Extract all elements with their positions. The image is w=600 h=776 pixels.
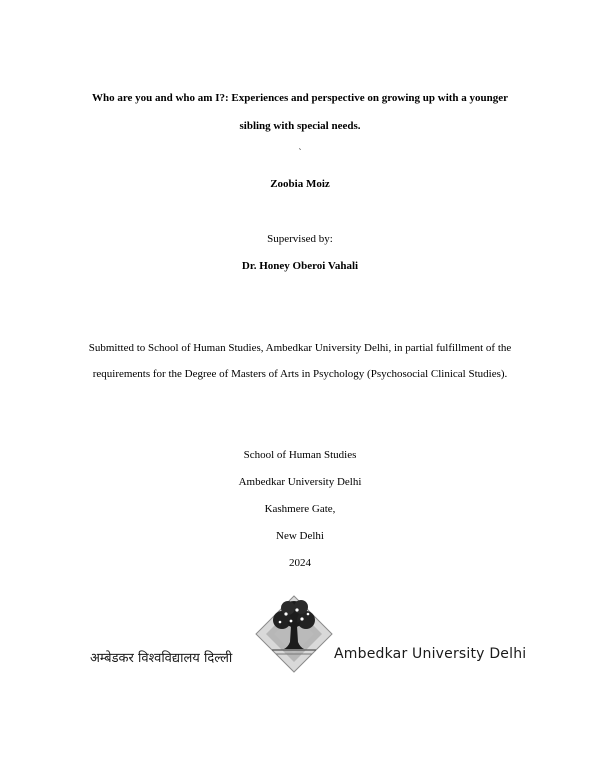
title-line-2: sibling with special needs. bbox=[239, 120, 361, 132]
supervised-label: Supervised by: bbox=[267, 233, 333, 245]
address-school: School of Human Studies bbox=[243, 449, 357, 461]
submission-line-1: Submitted to School of Human Studies, Ambedkar University Delhi, in partial fulfillment of the bbox=[88, 342, 512, 354]
address-area: Kashmere Gate, bbox=[264, 503, 336, 515]
tree-emblem-icon bbox=[252, 592, 336, 674]
tick-mark: ` bbox=[298, 147, 302, 157]
supervisor-name: Dr. Honey Oberoi Vahali bbox=[241, 260, 359, 272]
submission-line-2: requirements for the Degree of Masters of Arts in Psychology (Psychosocial Clinical Studies). bbox=[92, 368, 508, 380]
university-logo bbox=[0, 590, 600, 680]
logo-english-name: Ambedkar University Delhi bbox=[334, 646, 527, 662]
author-name: Zoobia Moiz bbox=[270, 178, 330, 190]
address-city: New Delhi bbox=[276, 530, 324, 542]
title-line-1: Who are you and who am I?: Experiences and perspective on growing up with a younger bbox=[91, 92, 509, 104]
address-year: 2024 bbox=[289, 557, 311, 569]
logo-hindi-name: अम्बेडकर विश्वविद्यालय दिल्ली bbox=[90, 651, 233, 666]
address-university: Ambedkar University Delhi bbox=[238, 476, 362, 488]
